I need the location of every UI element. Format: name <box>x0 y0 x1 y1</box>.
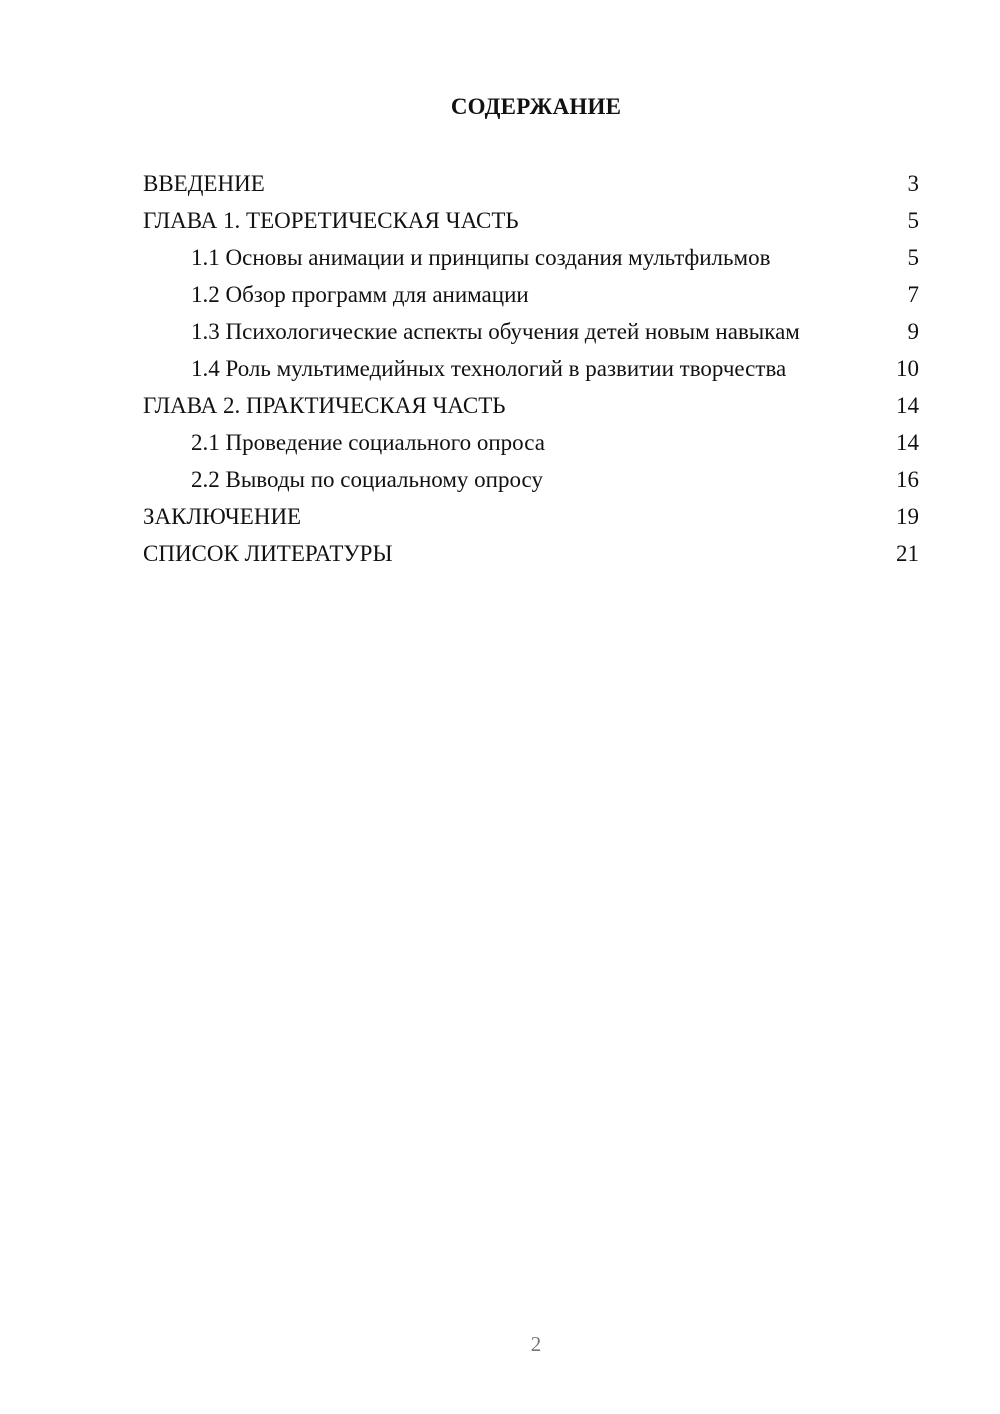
toc-entry-chapter-2[interactable] <box>143 392 919 419</box>
toc-entry-page: 14 <box>896 393 919 418</box>
toc-entry-conclusion[interactable] <box>143 503 919 530</box>
toc-entry-text: 2.1 Проведение социального опроса <box>191 430 545 455</box>
toc-entry-page: 5 <box>907 208 919 233</box>
toc-entry-references[interactable] <box>143 540 919 567</box>
toc-entry-page: 7 <box>907 282 919 307</box>
toc-entry-page: 3 <box>907 171 919 196</box>
toc-entry-page: 16 <box>896 467 919 492</box>
toc-entry-page: 14 <box>896 430 919 455</box>
toc-entry-section-2-1[interactable] <box>143 429 919 456</box>
toc-entry-text: ГЛАВА 2. ПРАКТИЧЕСКАЯ ЧАСТЬ <box>143 393 506 418</box>
toc-entry-text: ВВЕДЕНИЕ <box>143 171 265 196</box>
toc-entry-text: 1.3 Психологические аспекты обучения детей новым навыкам <box>191 319 800 344</box>
toc-entry-text: 1.1 Основы анимации и принципы создания мультфильмов <box>191 245 771 270</box>
toc-entry-text: ГЛАВА 1. ТЕОРЕТИЧЕСКАЯ ЧАСТЬ <box>143 208 519 233</box>
toc-entry-page: 10 <box>896 356 919 381</box>
toc-entry-section-2-2[interactable] <box>143 466 919 493</box>
toc-entry-page: 5 <box>907 245 919 270</box>
toc-entry-section-1-4[interactable] <box>143 355 919 382</box>
page-number: 2 <box>530 1332 542 1356</box>
toc-entry-page: 19 <box>896 504 919 529</box>
toc-entry-text: ЗАКЛЮЧЕНИЕ <box>143 504 302 529</box>
toc-entry-page: 9 <box>907 319 919 344</box>
toc-entry-page: 21 <box>896 541 919 566</box>
toc-entry-text: 1.4 Роль мультимедийных технологий в развитии творчества <box>191 356 787 381</box>
toc-entry-introduction[interactable] <box>143 170 919 197</box>
table-of-contents <box>143 170 919 577</box>
toc-entry-section-1-2[interactable] <box>143 281 919 308</box>
toc-entry-chapter-1[interactable] <box>143 207 919 234</box>
toc-entry-text: 1.2 Обзор программ для анимации <box>191 282 529 307</box>
toc-entry-text: 2.2 Выводы по социальному опросу <box>191 467 543 492</box>
toc-entry-section-1-1[interactable] <box>143 244 919 271</box>
toc-entry-section-1-3[interactable] <box>143 318 919 345</box>
page-title: СОДЕРЖАНИЕ <box>450 94 622 119</box>
toc-entry-text: СПИСОК ЛИТЕРАТУРЫ <box>143 541 393 566</box>
